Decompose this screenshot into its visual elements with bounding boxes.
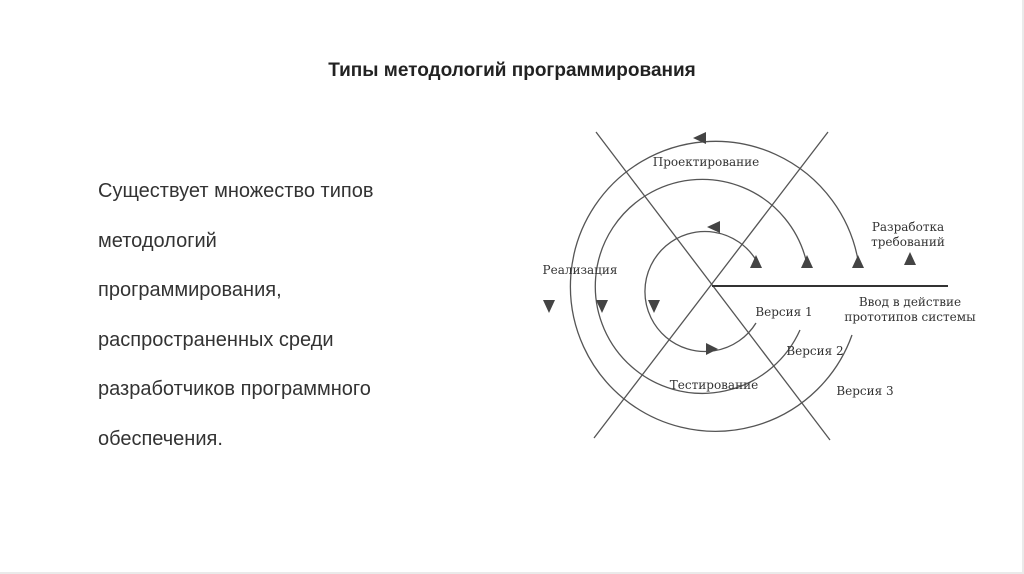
body-text <box>98 167 498 464</box>
spiral-model-diagram <box>520 125 1000 445</box>
label-deploy-1: Ввод в действие <box>858 295 962 309</box>
body-line-3: программирования, <box>98 279 282 301</box>
label-requirements-2: требований <box>871 235 945 249</box>
spiral-arc-inner <box>645 232 756 352</box>
arrow-left-outer <box>543 300 555 313</box>
arrow-up-1 <box>750 255 762 268</box>
body-line-6: обеспечения. <box>98 427 223 450</box>
body-line-1: Существует множество типов <box>98 180 374 202</box>
slide-title: Типы методологий программирования <box>328 60 696 81</box>
label-version-2: Версия 2 <box>786 344 844 358</box>
label-testing: Тестирование <box>669 378 759 392</box>
arrow-left-inner <box>648 300 660 313</box>
arrow-bottom <box>706 343 718 355</box>
label-deploy-2: прототипов системы <box>844 310 976 324</box>
arrow-up-4 <box>904 252 916 265</box>
arrow-up-2 <box>801 255 813 268</box>
arrow-up-3 <box>852 255 864 268</box>
label-design: Проектирование <box>652 155 760 169</box>
label-version-3: Версия 3 <box>836 384 894 398</box>
label-version-1: Версия 1 <box>755 305 813 319</box>
body-line-4: распространенных среди <box>98 328 334 351</box>
label-implementation: Реализация <box>542 263 618 277</box>
label-requirements-1: Разработка <box>871 220 945 234</box>
body-line-5: разработчиков программного <box>98 378 371 400</box>
body-line-2: методологий <box>98 229 217 252</box>
